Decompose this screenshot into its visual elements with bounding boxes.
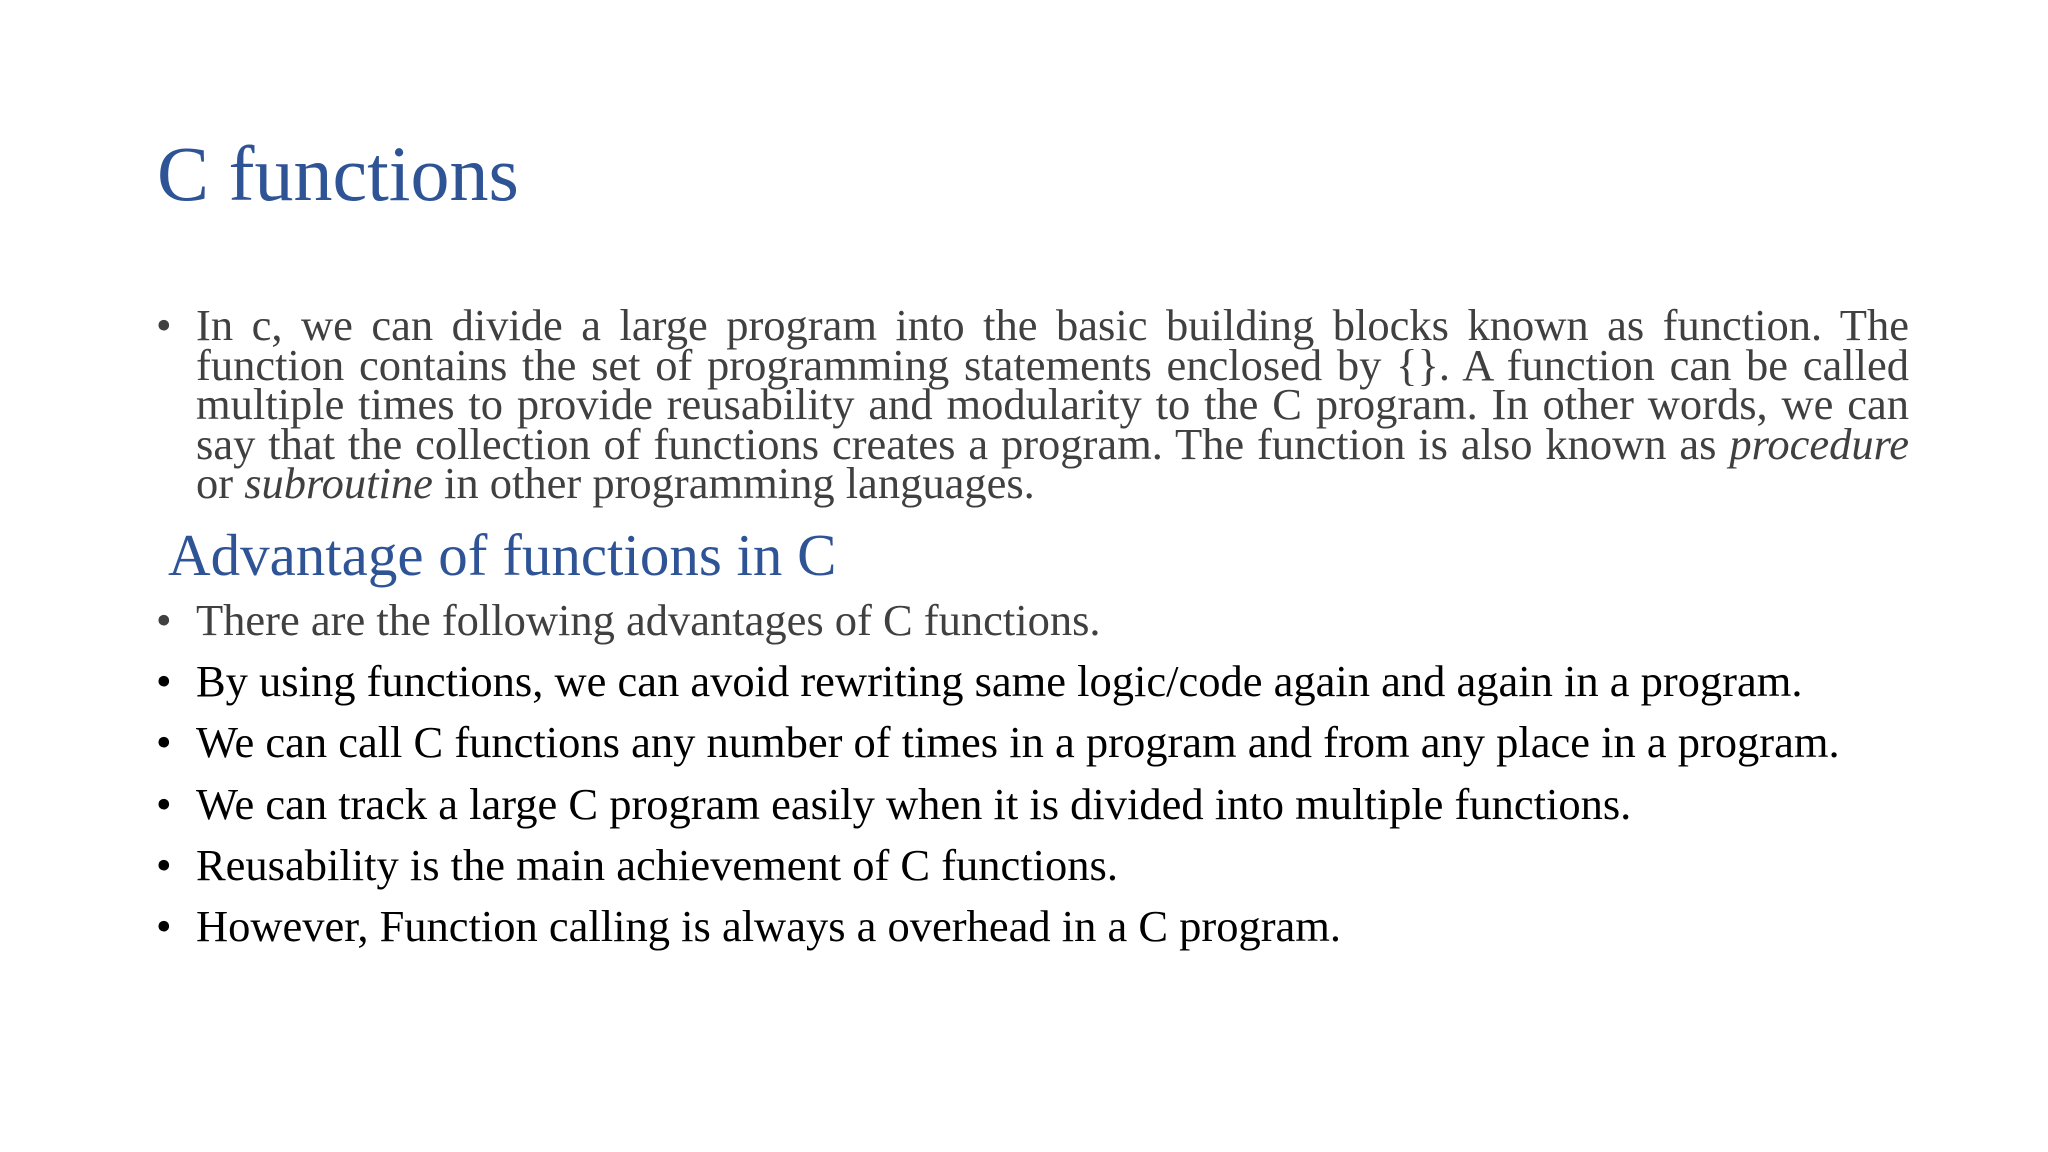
intro-bullet: [152, 300, 1909, 509]
advantage-item: • However, Function calling is always a overhead in a C program.: [152, 907, 1909, 947]
advantage-item: • Reusability is the main achievement of C functions.: [152, 846, 1909, 886]
intro-text-middle: or: [196, 458, 245, 509]
intro-text-after: in other programming languages.: [432, 458, 1035, 509]
intro-bullet-list: [152, 300, 1909, 509]
advantages-bullet-list: [152, 595, 1909, 968]
advantages-heading: Advantage of functions in C: [168, 522, 837, 588]
advantage-item: • By using functions, we can avoid rewriting same logic/code again and again in a program.: [152, 662, 1909, 702]
intro-italic-procedure: procedure: [1729, 418, 1909, 469]
advantage-item: • We can track a large C program easily when it is divided into multiple functions.: [152, 785, 1909, 825]
intro-italic-subroutine: subroutine: [244, 458, 433, 509]
advantage-item: • There are the following advantages of C functions.: [152, 601, 1909, 641]
intro-text-before: In c, we can divide a large program into the basic building blocks known as function. The function contains the set of programming statements enclosed by {}. A function can be called multiple times to provide reusability and modularity to the C program. In other words, we can say that the collection of functions creates a program. The function is also known as: [196, 300, 1909, 469]
advantage-item: • We can call C functions any number of times in a program and from any place in a program.: [152, 723, 1909, 763]
slide-title: C functions: [157, 130, 519, 217]
